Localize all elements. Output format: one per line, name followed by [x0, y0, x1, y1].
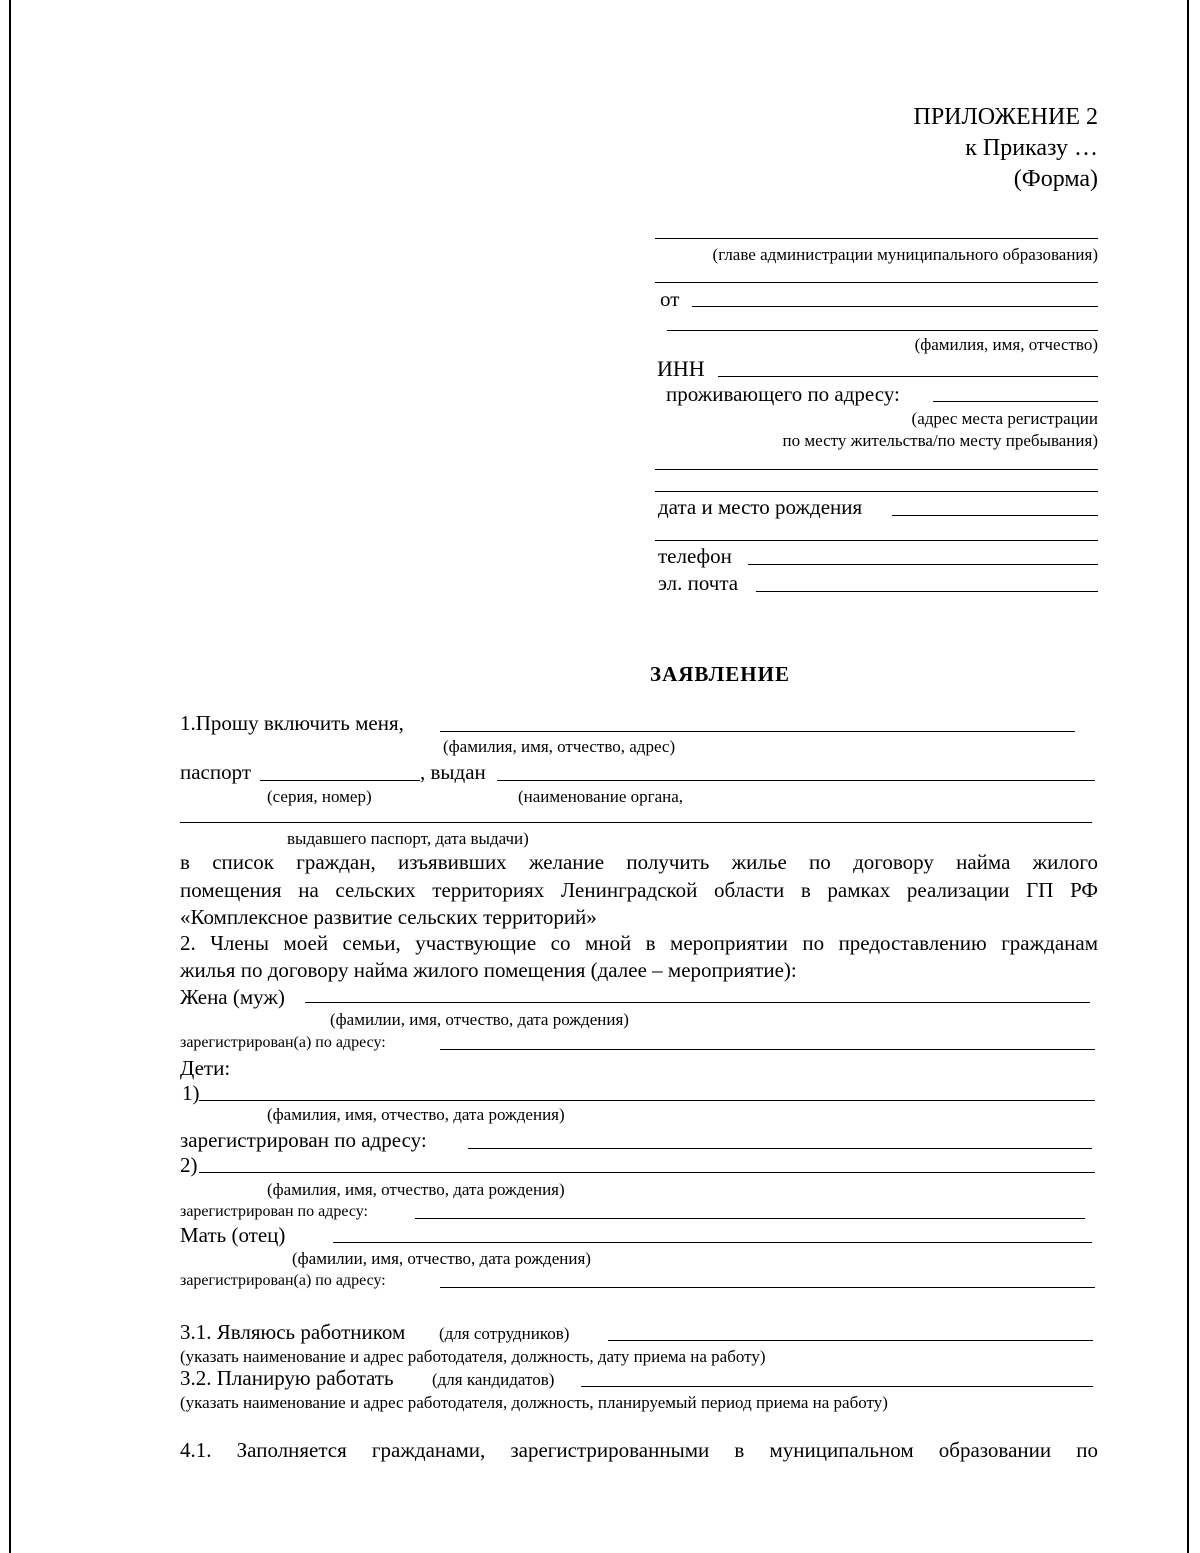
child2-reg-field[interactable] — [415, 1218, 1085, 1219]
order-reference: к Приказу … — [965, 135, 1098, 161]
para2-line2: жилья по договору найма жилого помещения (далее – мероприятие): — [180, 958, 797, 982]
child1-caption: (фамилия, имя, отчество, дата рождения) — [267, 1105, 565, 1124]
fio-caption: (фамилия, имя, отчество) — [914, 335, 1098, 354]
statement-title: ЗАЯВЛЕНИЕ — [650, 662, 790, 686]
email-field[interactable] — [756, 591, 1098, 592]
spouse-label: Жена (муж) — [180, 985, 285, 1009]
p31-label: 3.1. Являюсь работником — [180, 1320, 406, 1344]
phone-label: телефон — [658, 544, 732, 568]
page-edge-left — [9, 0, 11, 1553]
p31-caption: (указать наименование и адрес работодателя, должность, дату приема на работу) — [180, 1347, 766, 1366]
para1-line2: помещения на сельских территориях Ленинградской области в рамках реализации ГП РФ — [180, 878, 1098, 902]
p32-caption: (указать наименование и адрес работодателя, должность, планируемый период приема на работу) — [180, 1393, 888, 1412]
issued-by-field-2[interactable] — [180, 822, 1092, 823]
spouse-reg-label: зарегистрирован(а) по адресу: — [180, 1034, 386, 1051]
inn-field[interactable] — [718, 376, 1098, 377]
from-label: от — [660, 287, 680, 311]
address-field[interactable] — [933, 401, 1098, 402]
address-label: проживающего по адресу: — [666, 382, 900, 406]
birth-line-2[interactable] — [655, 540, 1098, 541]
form-label: (Форма) — [1013, 166, 1098, 192]
passport-label: паспорт — [180, 760, 252, 784]
head-admin-caption: (главе администрации муниципального образования) — [712, 245, 1098, 264]
birth-label: дата и место рождения — [658, 495, 863, 519]
child2-reg-label: зарегистрирован по адресу: — [180, 1203, 368, 1220]
address-line-2[interactable] — [655, 469, 1098, 470]
p32-label: 3.2. Планирую работать — [180, 1366, 394, 1390]
head-admin-line[interactable] — [655, 238, 1098, 239]
p1-caption: (фамилия, имя, отчество, адрес) — [443, 737, 676, 756]
para2-line1: 2. Члены моей семьи, участвующие со мной в мероприятии по предоставлению гражданам — [180, 931, 1098, 955]
para1-line3: «Комплексное развитие сельских территорий» — [180, 905, 597, 929]
p1-label: 1.Прошу включить меня, — [180, 711, 404, 735]
child1-label: 1) — [182, 1081, 200, 1105]
p32-field[interactable] — [581, 1386, 1093, 1387]
child2-field[interactable] — [199, 1172, 1095, 1173]
head-admin-line-2[interactable] — [655, 282, 1098, 283]
from-field-line-2[interactable] — [667, 330, 1098, 331]
page-edge-right — [1187, 0, 1189, 1553]
inn-label: ИНН — [657, 356, 705, 381]
phone-field[interactable] — [748, 564, 1098, 565]
organ-caption: (наименование органа, — [518, 787, 684, 806]
mother-label: Мать (отец) — [180, 1223, 286, 1247]
appendix-number: ПРИЛОЖЕНИЕ 2 — [913, 104, 1098, 130]
spouse-reg-field[interactable] — [440, 1049, 1095, 1050]
birth-field[interactable] — [892, 515, 1098, 516]
mother-field[interactable] — [333, 1242, 1092, 1243]
spouse-field[interactable] — [305, 1002, 1090, 1003]
mother-caption: (фамилии, имя, отчество, дата рождения) — [292, 1249, 591, 1268]
p32-note: (для кандидатов) — [432, 1370, 555, 1389]
child1-reg-label: зарегистрирован по адресу: — [180, 1128, 427, 1152]
address-caption-1: (адрес места регистрации — [911, 409, 1098, 428]
spouse-caption: (фамилии, имя, отчество, дата рождения) — [330, 1010, 629, 1029]
children-label: Дети: — [180, 1056, 231, 1080]
mother-reg-label: зарегистрирован(а) по адресу: — [180, 1272, 386, 1289]
email-label: эл. почта — [658, 571, 739, 595]
child1-field[interactable] — [199, 1100, 1095, 1101]
para1-line1: в список граждан, изъявивших желание получить жилье по договору найма жилого — [180, 850, 1098, 874]
p31-field[interactable] — [608, 1340, 1093, 1341]
passport-series-field[interactable] — [260, 780, 420, 781]
child2-label: 2) — [180, 1153, 198, 1177]
p41-line: 4.1. Заполняется гражданами, зарегистрированными в муниципальном образовании по — [180, 1438, 1098, 1462]
address-line-3[interactable] — [655, 491, 1098, 492]
child1-reg-field[interactable] — [468, 1148, 1092, 1149]
issued-by-field[interactable] — [497, 780, 1095, 781]
series-caption: (серия, номер) — [267, 787, 372, 806]
issued-caption: выдавшего паспорт, дата выдачи) — [287, 829, 529, 848]
p31-note: (для сотрудников) — [439, 1324, 570, 1343]
address-caption-2: по месту жительства/по месту пребывания) — [782, 431, 1098, 450]
fio-address-field[interactable] — [440, 731, 1075, 732]
mother-reg-field[interactable] — [440, 1287, 1095, 1288]
from-field[interactable] — [692, 306, 1098, 307]
issued-label: , выдан — [420, 760, 486, 784]
child2-caption: (фамилия, имя, отчество, дата рождения) — [267, 1180, 565, 1199]
